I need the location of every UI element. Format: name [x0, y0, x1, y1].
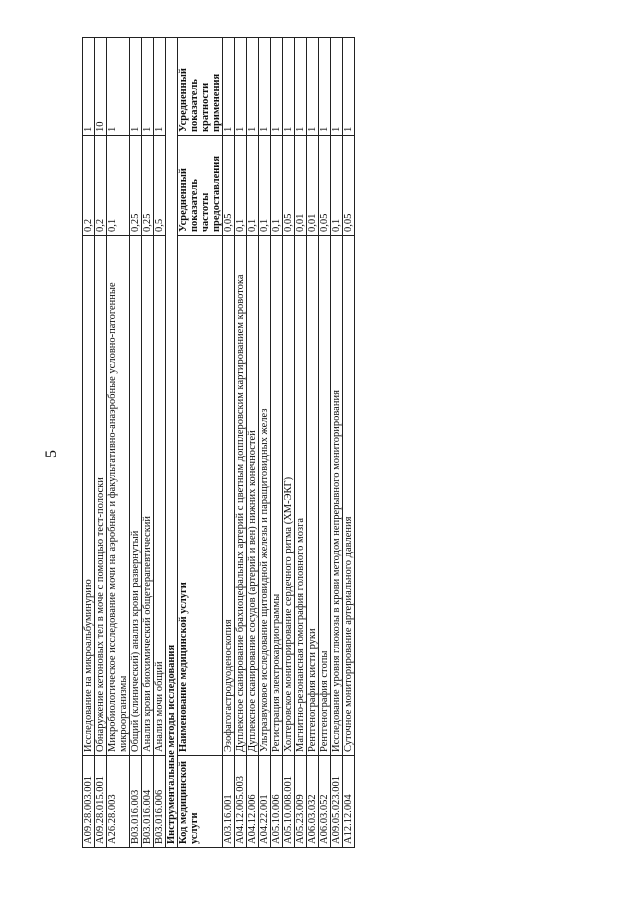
table-row — [235, 38, 247, 848]
instrumental-section — [166, 38, 355, 848]
header-name: Наименование медицинской услуги — [178, 236, 223, 756]
service-code: B03.016.004 — [142, 756, 154, 848]
service-name: Рентгенография стопы — [319, 236, 331, 756]
service-name: Обнаружение кетоновых тел в моче с помощью тест-полоски — [95, 236, 107, 756]
header-multiplicity: Усредненный показатель кратности применения — [178, 38, 223, 136]
multiplicity-value: 1 — [83, 38, 95, 136]
service-name: Микробиологическое исследование мочи на аэробные и факультативно-анаэробные условно-патогенные микроорганизмы — [107, 236, 130, 756]
table-row — [154, 38, 166, 848]
multiplicity-value: 1 — [319, 38, 331, 136]
frequency-value: 0,1 — [259, 136, 271, 236]
service-code: A04.22.001 — [259, 756, 271, 848]
multiplicity-value: 1 — [295, 38, 307, 136]
table-row — [319, 38, 331, 848]
multiplicity-value: 1 — [283, 38, 295, 136]
service-name: Регистрация электрокардиограммы — [271, 236, 283, 756]
service-name: Анализ мочи общий — [154, 236, 166, 756]
table-row — [223, 38, 235, 848]
table-row — [331, 38, 343, 848]
section-title-row — [166, 38, 178, 848]
service-name: Исследование уровня глюкозы в крови методом непрерывного мониторирования — [331, 236, 343, 756]
table-row — [83, 38, 95, 848]
header-row — [178, 38, 223, 848]
frequency-value: 0,25 — [142, 136, 154, 236]
frequency-value: 0,05 — [319, 136, 331, 236]
multiplicity-value: 1 — [142, 38, 154, 136]
service-code: A09.28.003.001 — [83, 756, 95, 848]
service-name: Анализ крови биохимический общетерапевтический — [142, 236, 154, 756]
service-code: A12.12.004 — [343, 756, 355, 848]
table-row — [307, 38, 319, 848]
service-name: Рентгенография кисти руки — [307, 236, 319, 756]
multiplicity-value: 1 — [247, 38, 259, 136]
service-name: Общий (клинический) анализ крови развернутый — [130, 236, 142, 756]
service-name: Магнитно-резонансная томография головного мозга — [295, 236, 307, 756]
multiplicity-value: 10 — [95, 38, 107, 136]
table-row — [247, 38, 259, 848]
frequency-value: 0,05 — [283, 136, 295, 236]
service-code: A04.12.006 — [247, 756, 259, 848]
service-code: B03.016.006 — [154, 756, 166, 848]
service-code: A06.03.052 — [319, 756, 331, 848]
service-code: A26.28.003 — [107, 756, 130, 848]
service-code: A05.23.009 — [295, 756, 307, 848]
frequency-value: 0,01 — [307, 136, 319, 236]
service-name: Эзофагогастродуоденоскопия — [223, 236, 235, 756]
table-row — [107, 38, 130, 848]
service-code: A05.10.006 — [271, 756, 283, 848]
service-name: Холтеровское мониторирование сердечного ритма (ХМ-ЭКГ) — [283, 236, 295, 756]
frequency-value: 0,1 — [235, 136, 247, 236]
multiplicity-value: 1 — [154, 38, 166, 136]
table-row — [295, 38, 307, 848]
table-row — [142, 38, 154, 848]
multiplicity-value: 1 — [107, 38, 130, 136]
services-table — [82, 37, 355, 848]
frequency-value: 0,1 — [107, 136, 130, 236]
section-title: Инструментальные методы исследования — [166, 38, 178, 848]
table-row — [343, 38, 355, 848]
lab-rows — [83, 38, 166, 848]
service-name: Дуплексное сканирование брахиоцефальных артерий с цветным допплеровским картированием кровотока — [235, 236, 247, 756]
table-row — [130, 38, 142, 848]
service-code: A04.12.005.003 — [235, 756, 247, 848]
frequency-value: 0,25 — [130, 136, 142, 236]
service-name: Суточное мониторирование артериального давления — [343, 236, 355, 756]
frequency-value: 0,1 — [247, 136, 259, 236]
service-name: Исследование на микроальбуминурию — [83, 236, 95, 756]
multiplicity-value: 1 — [223, 38, 235, 136]
table-row — [271, 38, 283, 848]
multiplicity-value: 1 — [130, 38, 142, 136]
rotated-table-container — [82, 38, 354, 848]
service-name: Дуплексное сканирование сосудов (артерий и вен) нижних конечностей — [247, 236, 259, 756]
service-name: Ультразвуковое исследование щитовидной железы и паращитовидных желез — [259, 236, 271, 756]
multiplicity-value: 1 — [331, 38, 343, 136]
service-code: B03.016.003 — [130, 756, 142, 848]
frequency-value: 0,2 — [95, 136, 107, 236]
multiplicity-value: 1 — [271, 38, 283, 136]
table-row — [283, 38, 295, 848]
table-row — [95, 38, 107, 848]
frequency-value: 0,05 — [223, 136, 235, 236]
service-code: A09.05.023.001 — [331, 756, 343, 848]
frequency-value: 0,5 — [154, 136, 166, 236]
service-code: A06.03.032 — [307, 756, 319, 848]
page-number: 5 — [43, 450, 60, 458]
multiplicity-value: 1 — [343, 38, 355, 136]
frequency-value: 0,1 — [331, 136, 343, 236]
multiplicity-value: 1 — [307, 38, 319, 136]
service-code: A03.16.001 — [223, 756, 235, 848]
frequency-value: 0,05 — [343, 136, 355, 236]
header-code: Код медицинской услуги — [178, 756, 223, 848]
frequency-value: 0,2 — [83, 136, 95, 236]
header-frequency: Усредненный показатель частоты предоставления — [178, 136, 223, 236]
table-row — [259, 38, 271, 848]
service-code: A09.28.015.001 — [95, 756, 107, 848]
multiplicity-value: 1 — [235, 38, 247, 136]
frequency-value: 0,01 — [295, 136, 307, 236]
frequency-value: 0,1 — [271, 136, 283, 236]
service-code: A05.10.008.001 — [283, 756, 295, 848]
multiplicity-value: 1 — [259, 38, 271, 136]
